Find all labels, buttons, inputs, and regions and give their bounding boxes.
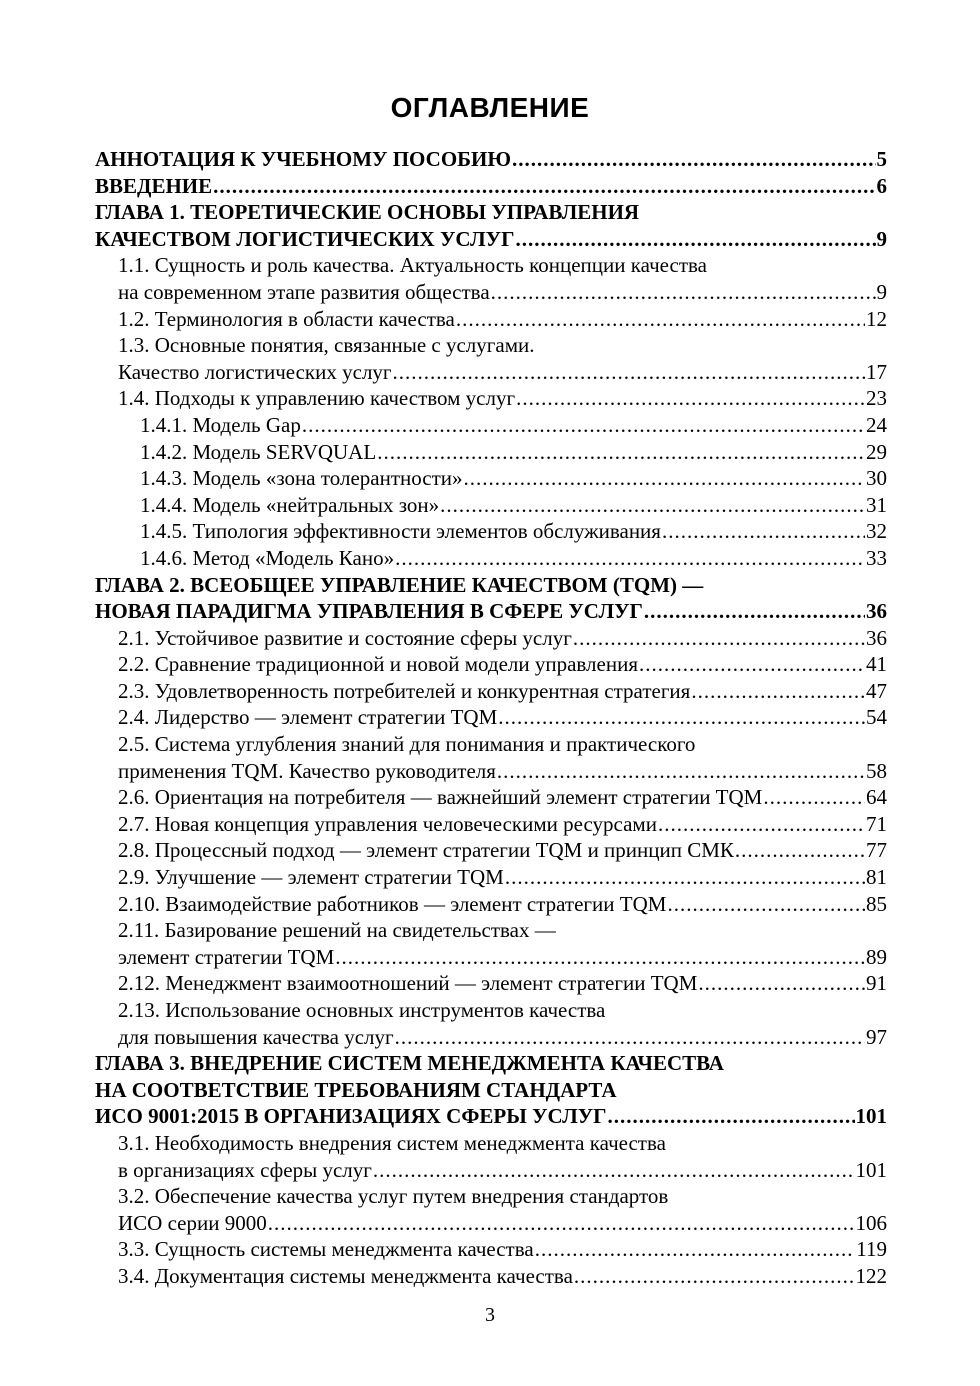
dot-leader <box>644 598 865 625</box>
toc-page-number: 17 <box>866 359 887 384</box>
toc-section-entry <box>95 1130 887 1183</box>
toc-section-entry <box>95 1183 887 1236</box>
toc-page-number: 6 <box>876 173 887 198</box>
toc-page-number: 97 <box>866 1024 887 1049</box>
toc-page-number: 9 <box>876 279 887 304</box>
dot-leader <box>497 758 865 785</box>
toc-page-number: 71 <box>866 811 887 836</box>
toc-entry-row <box>140 518 887 545</box>
dot-leader <box>302 412 865 439</box>
toc-entry-text: 2.8. Процессный подход — элемент стратегии TQM и принцип СМК <box>118 838 734 863</box>
toc-entry-text: 2.12. Менеджмент взаимоотношений — элемент стратегии TQM <box>118 971 698 996</box>
toc-entry-text: 1.4.4. Модель «нейтральных зон» <box>140 492 440 517</box>
toc-subsection-entry <box>95 492 887 519</box>
toc-entry-row <box>118 1210 887 1237</box>
toc-chapter-entry <box>95 173 887 200</box>
toc-section-entry <box>95 252 887 305</box>
toc-entry-text: в организациях сферы услуг <box>118 1157 372 1182</box>
toc-entry-row <box>118 625 887 652</box>
toc-page-number: 58 <box>866 758 887 783</box>
toc-entry-text: ИСО серии 9000 <box>118 1210 267 1235</box>
toc-subsection-entry <box>95 439 887 466</box>
toc-entry-text: 2.2. Сравнение традиционной и новой модели управления <box>118 652 638 677</box>
dot-leader <box>515 226 875 253</box>
toc-entry-text: 1.3. Основные понятия, связанные с услугами. <box>118 333 535 358</box>
toc-entry-text: ГЛАВА 2. ВСЕОБЩЕЕ УПРАВЛЕНИЕ КАЧЕСТВОМ (TQM) — <box>95 572 704 597</box>
toc-entry-row <box>140 465 887 492</box>
toc-entry-text: 1.4.2. Модель SERVQUAL <box>140 439 377 464</box>
toc-section-entry <box>95 704 887 731</box>
toc-page-number: 47 <box>866 678 887 703</box>
toc-entry-row <box>140 492 887 519</box>
toc-section-entry <box>95 1263 887 1290</box>
toc-entry-text: 3.2. Обеспечение качества услуг путем внедрения стандартов <box>118 1184 669 1209</box>
toc-page-number: 12 <box>866 306 887 331</box>
page-title: ОГЛАВЛЕНИЕ <box>390 92 590 123</box>
toc-section-entry <box>95 837 887 864</box>
dot-leader <box>662 518 865 545</box>
toc-section-entry <box>95 332 887 385</box>
toc-entry-row <box>118 864 887 891</box>
toc-chapter-entry <box>95 572 887 625</box>
toc-subsection-entry <box>95 518 887 545</box>
toc-entry-text: 2.5. Система углубления знаний для понимания и практического <box>118 732 696 757</box>
toc-entry-text: 1.2. Терминология в области качества <box>118 306 455 331</box>
toc-entry-text: 2.10. Взаимодействие работников — элемент стратегии TQM <box>118 891 667 916</box>
toc-entry-row <box>140 412 887 439</box>
toc-entry-row <box>95 146 887 173</box>
toc-section-entry <box>95 306 887 333</box>
toc-entry-row <box>118 678 887 705</box>
toc-entry-row <box>95 226 887 253</box>
toc-page-number: 31 <box>866 492 887 517</box>
dot-leader <box>456 306 865 333</box>
toc-entry-row <box>118 1236 887 1263</box>
toc-entry-row <box>140 545 887 572</box>
toc-entry-row <box>118 970 887 997</box>
toc-section-entry <box>95 811 887 838</box>
toc-section-entry <box>95 784 887 811</box>
dot-leader <box>573 625 865 652</box>
dot-leader <box>512 146 875 173</box>
toc-entry-row <box>118 811 887 838</box>
toc-entry-text: ВВЕДЕНИЕ <box>95 173 213 198</box>
toc-entry-row <box>118 651 887 678</box>
toc-entry-text: 1.4.1. Модель Gap <box>140 412 301 437</box>
toc-page-number: 106 <box>855 1210 887 1235</box>
toc-entry-text: элемент стратегии TQM <box>118 944 335 969</box>
toc-entry-row <box>118 1157 887 1184</box>
toc-page-number: 81 <box>866 865 887 890</box>
toc-entry-text: 2.7. Новая концепция управления человеческими ресурсами <box>118 811 657 836</box>
dot-leader <box>395 1024 865 1051</box>
dot-leader <box>763 784 865 811</box>
toc-section-entry <box>95 997 887 1050</box>
toc-entry-text: НА СООТВЕТСТВИЕ ТРЕБОВАНИЯМ СТАНДАРТА <box>95 1077 617 1102</box>
toc-entry-text: 1.4.6. Метод «Модель Кано» <box>140 545 395 570</box>
toc-entry-row <box>118 891 887 918</box>
toc-entry-row <box>118 837 887 864</box>
toc-section-entry <box>95 970 887 997</box>
toc-section-entry <box>95 678 887 705</box>
dot-leader <box>658 811 865 838</box>
toc-page-number: 30 <box>866 466 887 491</box>
toc-section-entry <box>95 625 887 652</box>
dot-leader <box>691 678 865 705</box>
toc-page-number: 119 <box>856 1237 887 1262</box>
toc-entry-row <box>118 306 887 333</box>
toc-entry-text: 2.11. Базирование решений на свидетельствах — <box>118 918 556 943</box>
toc-entry-text: 3.1. Необходимость внедрения систем менеджмента качества <box>118 1130 666 1155</box>
dot-leader <box>377 439 865 466</box>
toc-page-number: 64 <box>866 785 887 810</box>
toc-entry-row <box>118 1263 887 1290</box>
toc-entry-row <box>118 279 887 306</box>
toc-entry-text: 1.1. Сущность и роль качества. Актуальность концепции качества <box>118 253 707 278</box>
toc-entry-text: 2.9. Улучшение — элемент стратегии TQM <box>118 865 504 890</box>
toc-page-number: 101 <box>855 1104 887 1129</box>
dot-leader <box>491 279 876 306</box>
toc-page-number: 33 <box>866 545 887 570</box>
toc-page-number: 29 <box>866 439 887 464</box>
toc-section-entry <box>95 1236 887 1263</box>
dot-leader <box>373 1157 855 1184</box>
toc-page-number: 36 <box>866 625 887 650</box>
dot-leader <box>698 970 865 997</box>
toc-entry-text: 1.4.3. Модель «зона толерантности» <box>140 466 463 491</box>
toc-entry-text: применения TQM. Качество руководителя <box>118 758 496 783</box>
dot-leader <box>393 359 865 386</box>
toc-page-number: 32 <box>866 519 887 544</box>
toc-entry-text: 2.13. Использование основных инструментов качества <box>118 998 606 1022</box>
toc-page-number: 85 <box>866 891 887 916</box>
toc-section-entry <box>95 917 887 970</box>
toc-page-number: 101 <box>855 1157 887 1182</box>
toc-page-number: 54 <box>866 705 887 730</box>
toc-section-entry <box>95 864 887 891</box>
toc-section-entry <box>95 731 887 784</box>
toc-entry-row <box>140 439 887 466</box>
dot-leader <box>505 864 865 891</box>
toc-page-number: 91 <box>866 971 887 996</box>
toc-page-number: 36 <box>866 599 887 624</box>
toc-page-number: 24 <box>866 412 887 437</box>
toc-entry-text: 2.3. Удовлетворенность потребителей и конкурентная стратегия <box>118 678 691 703</box>
toc-entry-text: 2.4. Лидерство — элемент стратегии TQM <box>118 705 498 730</box>
toc-subsection-entry <box>95 465 887 492</box>
toc-entry-text: КАЧЕСТВОМ ЛОГИСТИЧЕСКИХ УСЛУГ <box>95 226 515 251</box>
toc-page-number: 122 <box>855 1263 887 1288</box>
dot-leader <box>440 492 865 519</box>
toc-entry-row <box>118 758 887 785</box>
toc-subsection-entry <box>95 412 887 439</box>
toc-chapter-entry <box>95 199 887 252</box>
toc-entry-text: НОВАЯ ПАРАДИГМА УПРАВЛЕНИЯ В СФЕРЕ УСЛУГ <box>95 599 643 624</box>
toc-entry-text: 2.1. Устойчивое развитие и состояние сферы услуг <box>118 625 572 650</box>
toc-chapter-entry <box>95 1050 887 1130</box>
toc-chapter-entry <box>95 146 887 173</box>
dot-leader <box>516 385 865 412</box>
toc-page-number: 89 <box>866 944 887 969</box>
toc-page-number: 77 <box>866 838 887 863</box>
toc-entry-text: ГЛАВА 1. ТЕОРЕТИЧЕСКИЕ ОСНОВЫ УПРАВЛЕНИЯ <box>95 200 640 225</box>
toc-subsection-entry <box>95 545 887 572</box>
toc-entry-row <box>118 1024 887 1051</box>
dot-leader <box>335 944 865 971</box>
dot-leader <box>735 837 865 864</box>
dot-leader <box>574 1263 855 1290</box>
toc-entry-text: Качество логистических услуг <box>118 359 392 384</box>
toc-entry-row <box>95 1103 887 1130</box>
toc-entry-row <box>118 784 887 811</box>
page-number: 3 <box>485 1304 495 1326</box>
dot-leader <box>268 1210 855 1237</box>
toc-entry-text: на современном этапе развития общества <box>118 279 490 304</box>
dot-leader <box>395 545 865 572</box>
dot-leader <box>535 1236 856 1263</box>
toc-entry-text: 3.4. Документация системы менеджмента качества <box>118 1263 573 1288</box>
toc-entry-text: АННОТАЦИЯ К УЧЕБНОМУ ПОСОБИЮ <box>95 147 512 171</box>
toc-entry-text: для повышения качества услуг <box>118 1024 394 1049</box>
toc-entry-row <box>95 173 887 200</box>
toc-entry-row <box>118 385 887 412</box>
dot-leader <box>464 465 866 492</box>
dot-leader <box>667 891 865 918</box>
dot-leader <box>498 704 865 731</box>
dot-leader <box>213 173 875 200</box>
toc-section-entry <box>95 385 887 412</box>
toc-entry-row <box>118 704 887 731</box>
toc-page-number: 23 <box>866 386 887 411</box>
table-of-contents <box>95 146 887 1290</box>
toc-entry-text: 1.4.5. Типология эффективности элементов обслуживания <box>140 519 661 544</box>
toc-page-number: 41 <box>866 652 887 677</box>
toc-section-entry <box>95 651 887 678</box>
toc-section-entry <box>95 891 887 918</box>
toc-entry-text: 2.6. Ориентация на потребителя — важнейший элемент стратегии TQM <box>118 785 763 810</box>
toc-entry-row <box>118 944 887 971</box>
toc-entry-row <box>95 598 887 625</box>
dot-leader <box>608 1103 855 1130</box>
toc-entry-text: ИСО 9001:2015 В ОРГАНИЗАЦИЯХ СФЕРЫ УСЛУГ <box>95 1104 607 1129</box>
toc-entry-text: ГЛАВА 3. ВНЕДРЕНИЕ СИСТЕМ МЕНЕДЖМЕНТА КАЧЕСТВА <box>95 1051 724 1076</box>
toc-entry-row <box>118 359 887 386</box>
toc-page-number: 9 <box>876 226 887 251</box>
toc-page-number: 5 <box>876 147 887 171</box>
toc-entry-text: 1.4. Подходы к управлению качеством услуг <box>118 386 516 411</box>
dot-leader <box>639 651 865 678</box>
toc-entry-text: 3.3. Сущность системы менеджмента качества <box>118 1237 534 1262</box>
